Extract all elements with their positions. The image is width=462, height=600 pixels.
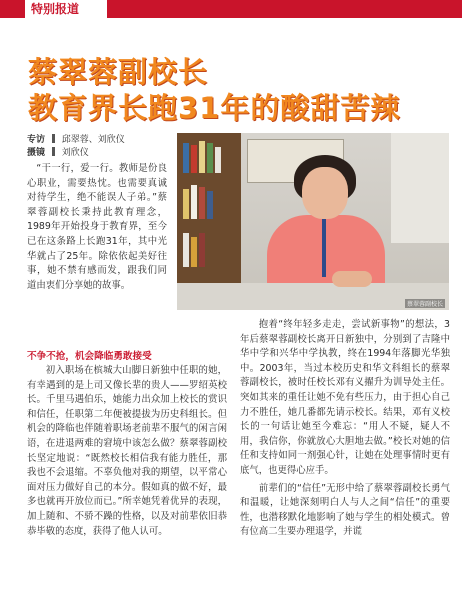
body-paragraph: 前辈们的“信任”无形中给了蔡翠蓉副校长勇气和温暖，让她深刻明白人与人之间“信任”的重要性，也潜移默化地影响了她与学生的相处模式。曾有位高二生要办理退学，并谎 [240, 482, 450, 538]
writer-credit [27, 134, 125, 147]
article-title-line-1: 蔡翠蓉副校长 [28, 55, 209, 89]
photo-caption: 蔡翠蓉副校长 [406, 301, 443, 308]
section-subheading: 不争不抢，机会降临勇敢接受 [27, 351, 152, 362]
body-column-left [27, 364, 227, 539]
body-column-right [240, 318, 450, 540]
lanyard [322, 217, 326, 277]
intro-text: “干一行，爱一行。教师是份良心职业，需要热忱。也需要真诚对待学生，绝不能误人子弟。”蔡翠蓉副校长秉持此教育理念，1989年开始投身于教育界，至今已在这条路上长跑31年，其中光华就占了25年。除依依起美好往事，她不禁有感而发，跟我们同道由衷们分享她的故事。 [27, 163, 167, 291]
credit-divider [52, 147, 55, 156]
credit-divider [52, 134, 55, 143]
photo-credit [27, 147, 125, 160]
credits [27, 134, 125, 160]
body-paragraph: 初入职场在槟城大山脚日新独中任职的她，有幸遇到的是上司又像长辈的贵人——罗绍英校长。千里马遇伯乐，她能力出众加上校长的赏识和信任，任职第二年便被提拔为历史科组长。但机会的降临也伴随着职场老前辈不服气的闲言闲语，在进退两难的窘境中该怎么做？蔡翠蓉副校长坚定地说：“既然校长相信我有能力胜任，那我也不会退缩。不辜负他对我的期望，以平常心面对压力做好自己的本分。假如真的做不好，最多也就再开放位而已。”所幸她凭着优异的表现，加上随和、不骄不躁的性格，以及对前辈依旧恭恭毕敬的态度，获得了他人认可。 [27, 365, 227, 537]
intro-paragraph [27, 162, 167, 293]
photographer-name: 刘欣仪 [61, 148, 89, 158]
writer-names: 邱翠蓉、刘欣仪 [61, 135, 125, 145]
portrait-photo [177, 133, 449, 310]
photo-label: 摄镜 [27, 148, 46, 158]
writer-label: 专访 [27, 135, 46, 145]
person-face [302, 167, 348, 219]
person-hand [332, 271, 372, 287]
body-paragraph: 抱着“终年轻多走走，尝试新事物”的想法，3年后蔡翠蓉副校长离开日新独中，分别到了吉隆中华中学和兴华中学执教，终在1994年落脚光华独中。2003年，当过本校历史和华文科组长的蔡翠蓉副校长，被时任校长邓有义擢升为训导处主任。突如其来的重任让她不免有些压力，由于担心自己力不胜任，她几番都先请示校长。结果，邓有义校长的一句话让她至今难忘：“用人不疑，疑人不用，我信你，你就放心大胆地去做。”校长对她的信任和支持如同一剂强心针，让她在处理事情时更有底气，也更得心应手。 [240, 319, 450, 476]
section-label: 特别报道 [21, 0, 107, 18]
window [391, 133, 449, 243]
article-title-line-2: 教育界长跑31年的酸甜苦辣 [28, 91, 401, 125]
